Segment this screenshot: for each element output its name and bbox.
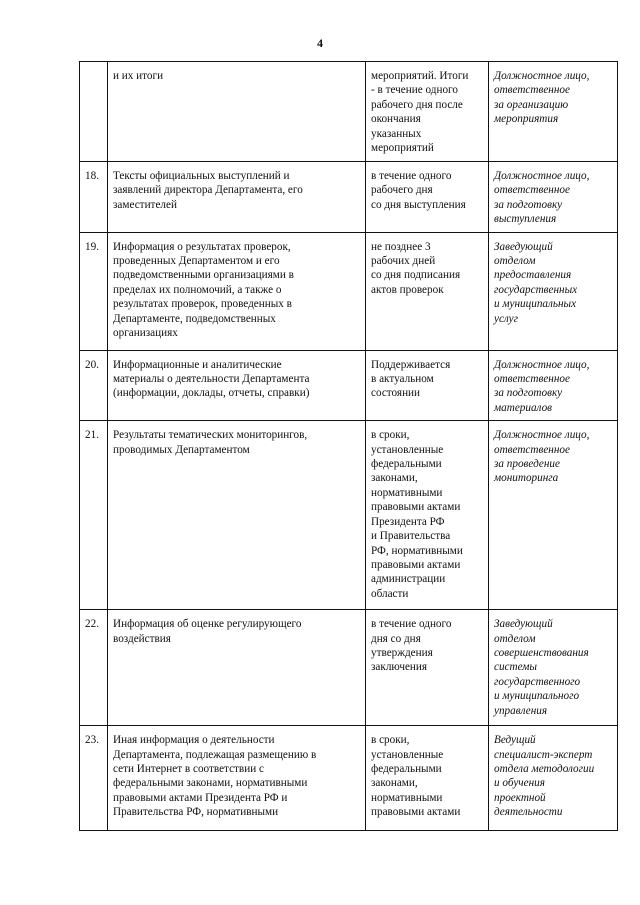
table-row bbox=[80, 421, 618, 610]
row-description: Информация об оценке регулирующего воздействия bbox=[108, 610, 366, 726]
row-description: Информационные и аналитические материалы о деятельности Департамента (информации, доклады, отчеты, справки) bbox=[108, 350, 366, 421]
row-term: в течение одного дня со дня утверждения заключения bbox=[366, 610, 489, 726]
row-number: 18. bbox=[80, 162, 108, 233]
row-responsible: Ведущий специалист-эксперт отдела методологии и обучения проектной деятельности bbox=[489, 726, 618, 831]
row-description: Тексты официальных выступлений и заявлений директора Департамента, его заместителей bbox=[108, 162, 366, 233]
row-number: 19. bbox=[80, 232, 108, 350]
row-term: мероприятий. Итоги - в течение одного рабочего дня после окончания указанных мероприятий bbox=[366, 62, 489, 162]
row-number: 21. bbox=[80, 421, 108, 610]
row-description: и их итоги bbox=[108, 62, 366, 162]
row-responsible: Должностное лицо, ответственное за подготовку выступления bbox=[489, 162, 618, 233]
table-row bbox=[80, 62, 618, 162]
row-responsible: Заведующий отделом предоставления государственных и муниципальных услуг bbox=[489, 232, 618, 350]
schedule-table bbox=[79, 61, 618, 831]
row-number: 23. bbox=[80, 726, 108, 831]
row-term: не позднее 3 рабочих дней со дня подписания актов проверок bbox=[366, 232, 489, 350]
row-term: в сроки, установленные федеральными законами, нормативными правовыми актами bbox=[366, 726, 489, 831]
row-number: 22. bbox=[80, 610, 108, 726]
table-row bbox=[80, 610, 618, 726]
row-responsible: Должностное лицо, ответственное за организацию мероприятия bbox=[489, 62, 618, 162]
row-description: Иная информация о деятельности Департамента, подлежащая размещению в сети Интернет в соответствии с федеральными законами, нормативными правовыми актами Президента РФ и Правительства РФ, нормативными bbox=[108, 726, 366, 831]
row-number bbox=[80, 62, 108, 162]
table-row bbox=[80, 350, 618, 421]
row-term: в течение одного рабочего дня со дня выступления bbox=[366, 162, 489, 233]
row-responsible: Заведующий отделом совершенствования системы государственного и муниципального управления bbox=[489, 610, 618, 726]
row-responsible: Должностное лицо, ответственное за подготовку материалов bbox=[489, 350, 618, 421]
row-description: Информация о результатах проверок, проведенных Департаментом и его подведомственными организациями в пределах их полномочий, а также о результатах проверок, проведенных в Департаменте, подведомственных организациях bbox=[108, 232, 366, 350]
row-responsible: Должностное лицо, ответственное за проведение мониторинга bbox=[489, 421, 618, 610]
page-number: 4 bbox=[317, 36, 323, 50]
row-term: в сроки, установленные федеральными законами, нормативными правовыми актами Президента РФ и Правительства РФ, нормативными правовыми актами администрации области bbox=[366, 421, 489, 610]
row-description: Результаты тематических мониторингов, проводимых Департаментом bbox=[108, 421, 366, 610]
table-row bbox=[80, 162, 618, 233]
table-row bbox=[80, 726, 618, 831]
table-row bbox=[80, 232, 618, 350]
row-number: 20. bbox=[80, 350, 108, 421]
row-term: Поддерживается в актуальном состоянии bbox=[366, 350, 489, 421]
